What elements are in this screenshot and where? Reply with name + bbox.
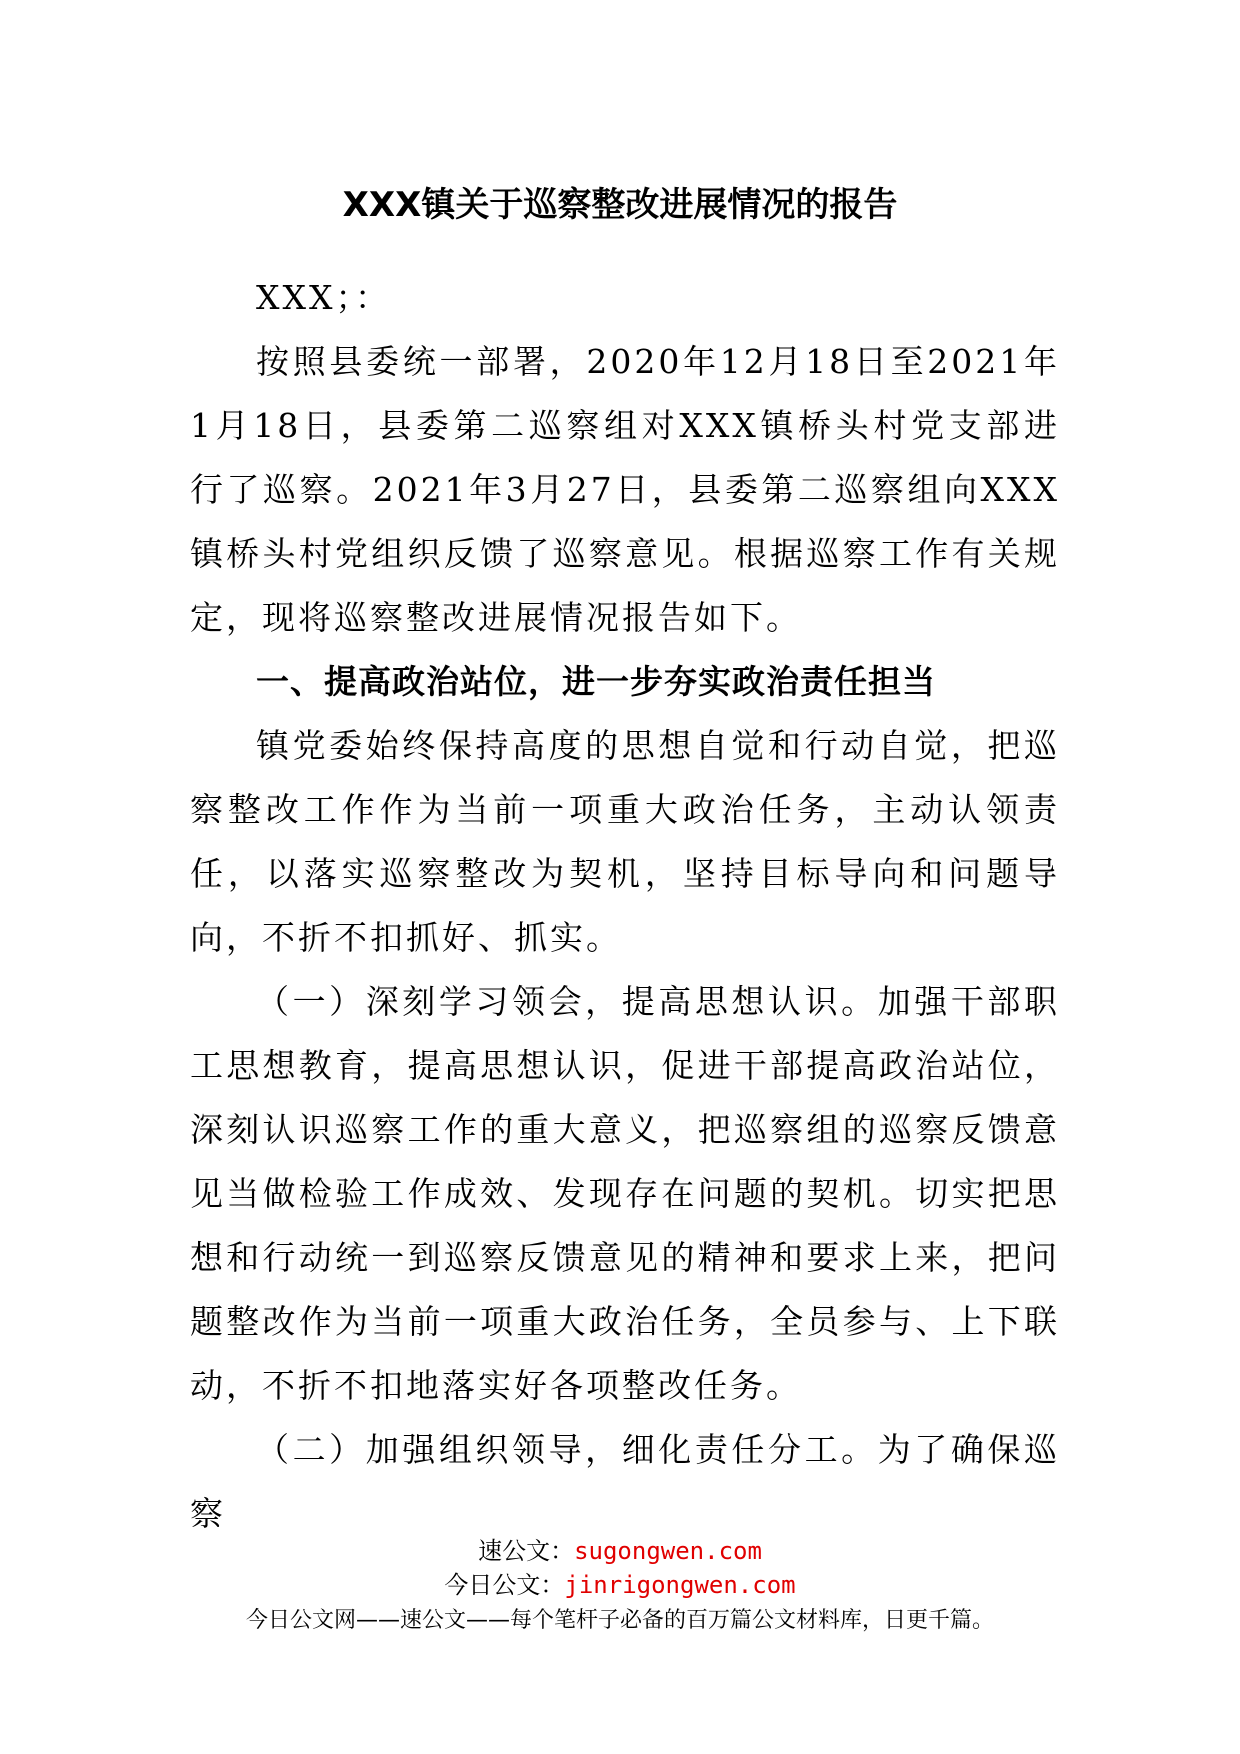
footer [0, 1534, 1240, 1638]
footer-link-sugongwen[interactable]: sugongwen.com [574, 1537, 762, 1565]
footer-line-sugongwen [0, 1534, 1240, 1568]
document-title: XXX镇关于巡察整改进展情况的报告 [342, 185, 898, 225]
footer-line-jinrigongwen [0, 1568, 1240, 1602]
document-body [190, 266, 1060, 1546]
footer-slogan: 今日公文网——速公文——每个笔杆子必备的百万篇公文材料库，日更千篇。 [245, 1608, 994, 1633]
section-heading-1: 一、提高政治站位，进一步夯实政治责任担当 [256, 662, 936, 701]
footer-label-sugongwen: 速公文： [478, 1537, 575, 1565]
section1-subsection-1: （一）深刻学习领会，提高思想认识。加强干部职工思想教育，提高思想认识，促进干部提高政治站位，深刻认识巡察工作的重大意义，把巡察组的巡察反馈意见当做检验工作成效、发现存在问题的契机。切实把思想和行动统一到巡察反馈意见的精神和要求上来，把问题整改作为当前一项重大政治任务，全员参与、上下联动，不折不扣地落实好各项整改任务。 [190, 982, 1060, 1405]
salutation: XXX；： [256, 278, 391, 317]
footer-label-jinrigongwen: 今日公文： [444, 1571, 565, 1599]
section1-paragraph: 镇党委始终保持高度的思想自觉和行动自觉，把巡察整改工作作为当前一项重大政治任务，主动认领责任，以落实巡察整改为契机，坚持目标导向和问题导向，不折不扣抓好、抓实。 [190, 726, 1060, 957]
footer-link-jinrigongwen[interactable]: jinrigongwen.com [564, 1571, 796, 1599]
intro-paragraph: 按照县委统一部署，2020年12月18日至2021年1月18日，县委第二巡察组对XXX镇桥头村党支部进行了巡察。2021年3月27日，县委第二巡察组向XXX镇桥头村党组织反馈了巡察意见。根据巡察工作有关规定，现将巡察整改进展情况报告如下。 [190, 342, 1060, 637]
section1-subsection-2: （二）加强组织领导，细化责任分工。为了确保巡察 [190, 1430, 1060, 1533]
